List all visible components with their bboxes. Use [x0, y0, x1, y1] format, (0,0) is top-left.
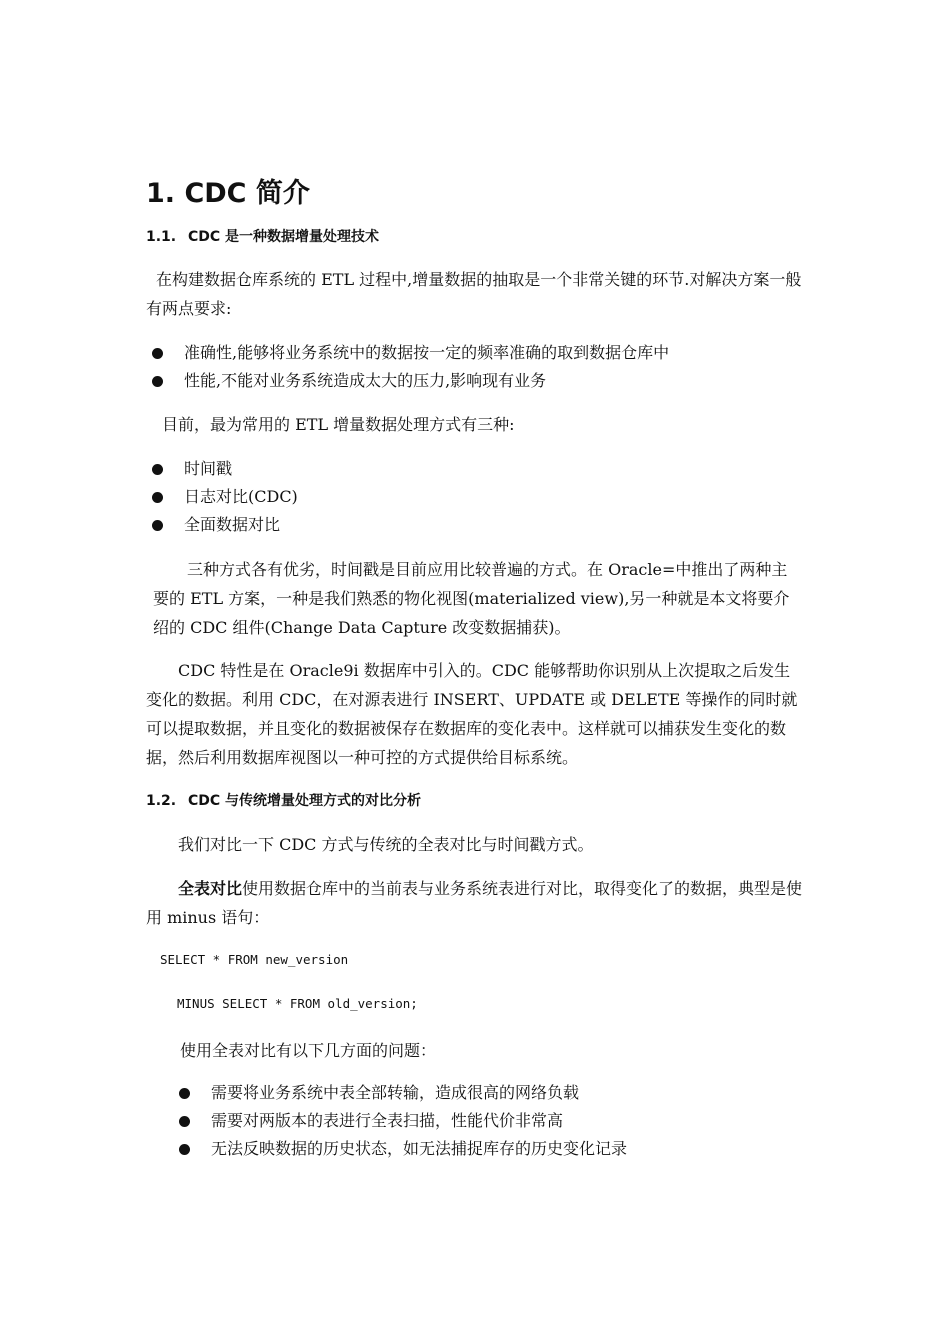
- bullet-icon: [179, 1116, 190, 1127]
- bullet-icon: [152, 348, 163, 359]
- paragraph-full-table: [146, 874, 806, 932]
- bullet-icon: [152, 520, 163, 531]
- section-heading-1-2: [146, 791, 421, 811]
- document-page: 1. CDC 简介 1.1. CDC 是一种数据增量处理技术 在构建数据仓库系统的 ETL 过程中,增量数据的抽取是一个非常关键的环节.对解决方案一般有两点要求: 准确性,能够将业务系统中的数据按一定的频率准确的取到数据仓库中 性能,不能对业务系统造成太大的压力,影响现有业务 目前，最为常用的 ETL 增量数据处理方式有三种: 时间戳 日志对比(CDC) 全面数据对比 三种方式各有优劣，时间戳是目前应用比较普遍的方式。在 Oracle=中推出了两种主要的 ETL 方案，一种是我们熟悉的物化视图(materialized view),另一种就是本文将要介绍的 CDC 组件(Change Data Capture 改变数据捕获)。 CDC 特性是在 Oracle9i 数据库中引入的。CDC 能够帮助你识别从上次提取之后发生变化的数据。利用 CDC，在对源表进行 INSERT、UPDATE 或 DELETE 等操作的同时就可以提取数据，并且变化的数据被保存在数据库的变化表中。这样就可以捕获发生变化的数据，然后利用数据库视图以一种可控的方式提供给目标系统。 1.2. CDC 与传统增量处理方式的对比分析 我们对比一下 CDC 方式与传统的全表对比与时间戳方式。 全表对比使用数据仓库中的当前表与业务系统表进行对比，取得变化了的数据，典型是使用 minus 语句： SELECT * FROM new_version MINUS SELECT * FROM old_version; 使用全表对比有以下几方面的问题： 需要将业务系统中表全部转输，造成很高的网络负载 需要对两版本的表进行全表扫描，性能代价非常高 无法反映数据的历史状态，如无法捕捉库存的历史变化记录: [0, 0, 950, 1344]
- section-number: 1.1.: [146, 229, 177, 245]
- paragraph-cdc-feature: CDC 特性是在 Oracle9i 数据库中引入的。CDC 能够帮助你识别从上次提取之后发生变化的数据。利用 CDC，在对源表进行 INSERT、UPDATE 或 DELETE 等操作的同时就可以提取数据，并且变化的数据被保存在数据库的变化表中。这样就可以捕获发生变化的数据，然后利用数据库视图以一种可控的方式提供给目标系统。: [146, 661, 798, 767]
- section-number: 1.2.: [146, 793, 177, 809]
- code-line: MINUS SELECT * FROM old_version;: [177, 996, 418, 1011]
- bullet-icon: [152, 376, 163, 387]
- paragraph-methods-compare: 三种方式各有优劣，时间戳是目前应用比较普遍的方式。在 Oracle=中推出了两种主要的 ETL 方案，一种是我们熟悉的物化视图(materialized view),另一种就是本文将要介绍的 CDC 组件(Change Data Capture 改变数据捕获)。: [153, 560, 790, 637]
- section-title: CDC 与传统增量处理方式的对比分析: [188, 793, 422, 809]
- paragraph-methods-intro: 目前，最为常用的 ETL 增量数据处理方式有三种:: [162, 415, 515, 434]
- bullet-icon: [179, 1144, 190, 1155]
- section-heading-1-1: [146, 227, 379, 247]
- paragraph-problems-intro: 使用全表对比有以下几方面的问题：: [180, 1041, 437, 1060]
- bullet-icon: [152, 464, 163, 475]
- bullet-icon: [179, 1088, 190, 1099]
- paragraph-compare-intro: 我们对比一下 CDC 方式与传统的全表对比与时间戳方式。: [178, 835, 594, 854]
- chapter-heading: 1. CDC 简介: [146, 178, 310, 209]
- bold-term: 全表对比: [178, 879, 243, 898]
- code-line: SELECT * FROM new_version: [160, 952, 349, 967]
- paragraph-text: 使用数据仓库中的当前表与业务系统表进行对比，取得变化了的数据，典型是使用 minus 语句：: [146, 879, 803, 927]
- section-title: CDC 是一种数据增量处理技术: [188, 229, 380, 245]
- paragraph-intro: 在构建数据仓库系统的 ETL 过程中,增量数据的抽取是一个非常关键的环节.对解决方案一般有两点要求:: [146, 270, 802, 318]
- bullet-icon: [152, 492, 163, 503]
